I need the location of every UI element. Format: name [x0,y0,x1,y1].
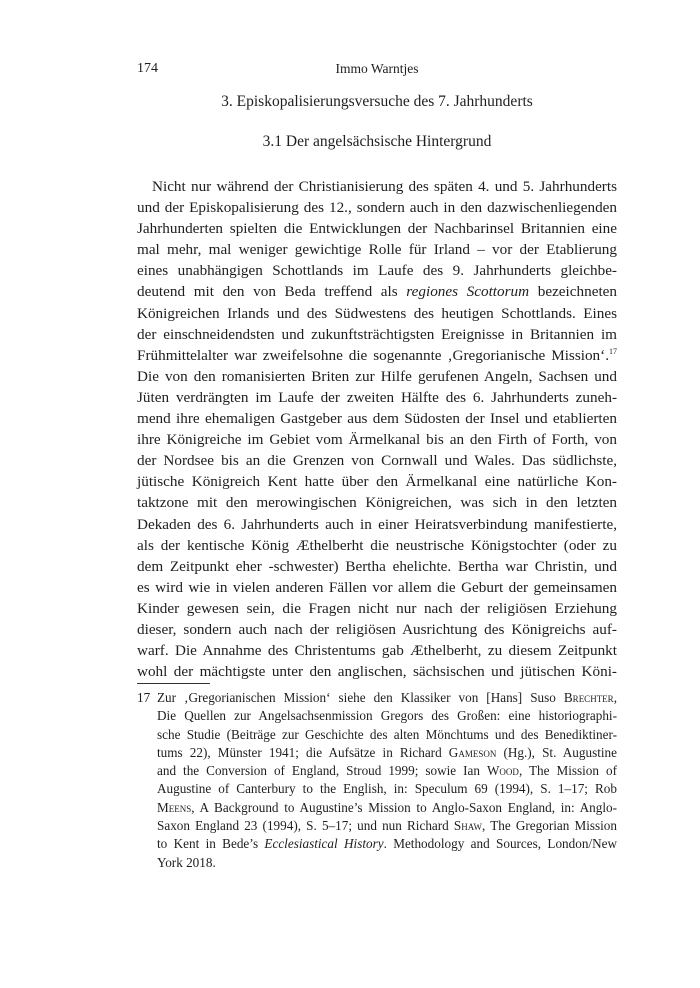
text-line: mend ihre ehemaligen Gastgeber aus dem Südosten der Insel und etablierten [137,410,617,428]
text-line: Jahrhunderten spielten die Entwicklungen der Nachbarinsel Britannien eine [137,220,617,238]
text-line: Die von den romanisierten Briten zur Hilfe gerufenen Angeln, Sachsen und [137,367,617,385]
footnote-line [157,799,617,817]
text-segment: deutend mit den von Beda treffend als [137,283,407,301]
text-line: eines unabhängigen Schottlands im Laufe des 9. Jahrhunderts gleichbe- [137,262,617,280]
text-segment: tums 22), Münster 1941; die Aufsätze in Richard [157,744,449,760]
footnote-number: 17 [137,690,151,705]
text-line [137,345,617,366]
author-name: Shaw [453,818,483,834]
footnote-line: Augustine of Canterbury to the English, in: Speculum 69 (1994), S. 1–17; Rob [157,781,617,797]
text-segment: , A Background to Augustine’s Mission to Anglo-Saxon England, in: Anglo- [191,799,617,815]
running-head-author: Immo Warntjes [335,61,419,76]
text-segment: bezeichneten [529,283,617,301]
author-name: Wood [486,763,519,779]
footnote-line: sche Studie (Beiträge zur Geschichte des alten Mönchtums und des Benediktiner- [157,726,617,742]
text-line: der Nordsee bis an die Grenzen von Cornwall und Wales. Das südlichste, [137,452,617,470]
footnote-line [157,744,617,762]
text-line: mal mehr, mal weniger gewichtige Rolle für Irland – vor der Etablierung [137,241,617,259]
text-line: Jüten verdrängten im Laufe der zweiten Hälfte des 6. Jahrhunderts zuneh- [137,388,617,406]
text-line: jütische Königreich Kent hatte über den Ärmelkanal eine natürliche Kon- [137,473,617,491]
text-line: Kinder gewesen sein, die Fragen nicht nur nach der religiösen Erziehung [137,599,617,617]
author-name: Gameson [448,744,497,760]
text-segment: Zur ‚Gregorianischen Mission‘ siehe den Klassiker von [Hans] Suso [157,690,564,705]
text-line [137,281,617,302]
text-segment: (Hg.), St. Augustine [496,744,617,760]
footnote-text [157,689,617,872]
chapter-heading: 3. Episkopalisierungsversuche des 7. Jahrhunderts [221,93,533,110]
text-line: und der Episkopalisierung des 12., sondern auch in den dazwischenliegenden [137,199,617,217]
footnote-reference[interactable]: 17 [609,346,617,356]
footnote-line [157,689,617,707]
footnote-line [157,817,617,835]
text-segment: . Methodology and Sources, London/New [383,836,617,852]
body-paragraph [137,176,617,682]
text-line: ihre Königreiche im Gebiet vom Ärmelkanal bis an den Firth of Forth, von [137,431,617,449]
text-line: dieser, sondern auch nach der religiösen Ausrichtung des Königreichs auf- [137,620,617,638]
footnote-separator [137,683,210,684]
text-line: Nicht nur während der Christianisierung des späten 4. und 5. Jahrhunderts [152,178,617,195]
text-line: warf. Die Annahme des Christentums gab Æthelberht, zu diesem Zeitpunkt [137,642,617,660]
text-segment: Saxon England 23 (1994), S. 5–17; und nun Richard [157,818,454,834]
text-segment: , [613,690,617,705]
author-name: Meens [157,799,192,815]
page-number: 174 [137,61,158,76]
footnote-line [157,835,617,853]
text-line: taktzone mit den merowingischen Königreichen, was sich in den letzten [137,494,617,512]
text-line: wohl der mächtigste unter den anglischen, sächsischen und jütischen Köni- [137,663,617,681]
italic-term: regiones Scottorum [406,283,530,301]
text-line: als der kentische König Æthelberht die neustrische Königstochter (oder zu [137,536,617,554]
text-line: dem Zeitpunkt eher -schwester) Bertha ehelichte. Bertha war Christin, und [137,557,617,575]
text-segment: Frühmittelalter war zweifelsohne die sogenannte ‚Gregorianische Mission‘. [137,346,609,364]
footnote-line [157,762,617,780]
text-line: Königreichen Irlands und des Südwestens des heutigen Schottlands. Eines [137,304,617,322]
italic-title: Ecclesiastical History [264,836,384,852]
text-line: es wird wie in vielen anderen Fällen vor allem die Geburt der gemeinsamen [137,578,617,596]
author-name: Brechter [563,690,614,705]
footnote-line: York 2018. [157,854,216,870]
text-segment: and the Conversion of England, Stroud 1999; sowie Ian [157,763,487,779]
footnote-line: Die Quellen zur Angelsachsenmission Gregors des Großen: eine historiographi- [157,708,617,724]
text-segment: to Kent in Bede’s [157,836,265,852]
text-line: der einschneidendsten und zukunftsträchtigsten Ereignisse in Britannien im [137,325,617,343]
text-segment: , The Mission of [518,763,617,779]
section-heading: 3.1 Der angelsächsische Hintergrund [262,133,492,150]
text-line: Dekaden des 6. Jahrhunderts auch in einer Heiratsverbindung manifestierte, [137,515,617,533]
text-segment: , The Gregorian Mission [482,818,617,834]
